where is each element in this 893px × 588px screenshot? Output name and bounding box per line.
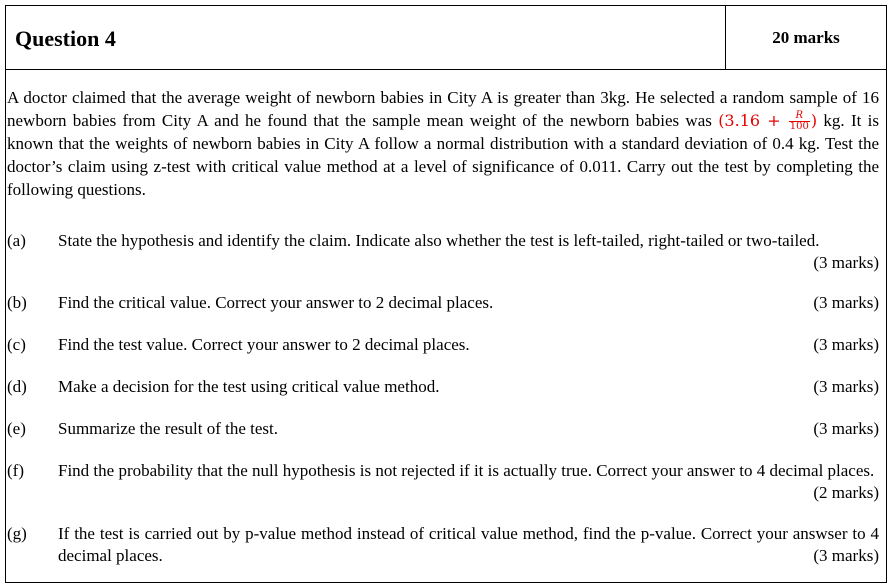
math-open: (3.16 + <box>718 111 788 130</box>
part-e <box>7 418 879 440</box>
part-label: (e) <box>7 419 26 438</box>
part-text: If the test is carried out by p-value method instead of critical value method, find the p-value. Correct your answser to 4 decimal places. <box>58 524 879 565</box>
part-text: Summarize the result of the test. <box>58 419 278 438</box>
part-text: Find the test value. Correct your answer to 2 decimal places. <box>58 335 470 354</box>
part-text: State the hypothesis and identify the claim. Indicate also whether the test is left-tailed, right-tailed or two-tailed. <box>58 231 820 250</box>
part-label: (b) <box>7 293 27 312</box>
part-text: Find the critical value. Correct your answer to 2 decimal places. <box>58 293 494 312</box>
part-b <box>7 292 879 314</box>
math-close: ) <box>810 111 818 130</box>
sample-mean-expression <box>718 111 817 130</box>
part-a <box>7 230 879 274</box>
part-g <box>7 523 879 567</box>
fraction-denominator: 100 <box>789 121 809 132</box>
part-label: (d) <box>7 377 27 396</box>
part-text: Make a decision for the test using critical value method. <box>58 377 440 396</box>
part-marks: (3 marks) <box>813 335 879 354</box>
part-text: Find the probability that the null hypothesis is not rejected if it is actually true. Correct your answer to 4 decimal places. <box>58 461 875 480</box>
intro-text-start: A doctor claimed that the average weight of newborn babies in City A is greater than 3kg. He selected a random sample of 16 newborn babies from City A and he found that the sample mean weight of the newborn babies was <box>7 88 879 130</box>
fraction-numerator: R <box>789 111 810 122</box>
part-marks: (3 marks) <box>813 377 879 396</box>
total-marks-cell <box>725 6 886 69</box>
part-label: (g) <box>7 524 27 543</box>
part-marks: (2 marks) <box>813 483 879 502</box>
part-label: (c) <box>7 335 26 354</box>
part-marks: (3 marks) <box>813 419 879 438</box>
part-marks: (3 marks) <box>813 253 879 272</box>
question-title: Question 4 <box>15 26 116 51</box>
total-marks: 20 marks <box>772 28 840 47</box>
part-marks: (3 marks) <box>813 546 879 565</box>
fraction <box>789 111 810 132</box>
part-d <box>7 376 879 398</box>
part-c <box>7 334 879 356</box>
question-header <box>6 6 886 70</box>
part-marks: (3 marks) <box>813 293 879 312</box>
part-label: (f) <box>7 461 24 480</box>
question-intro <box>7 86 879 201</box>
part-label: (a) <box>7 231 26 250</box>
intro-text-end: kg. It is known that the weights of newborn babies in City A follow a normal distribution with a standard deviation of 0.4 kg. Test the doctor’s claim using z-test with critical value method at a level of significance of 0.011. Carry out the test by completing the following questions. <box>7 111 879 199</box>
part-f <box>7 460 879 504</box>
